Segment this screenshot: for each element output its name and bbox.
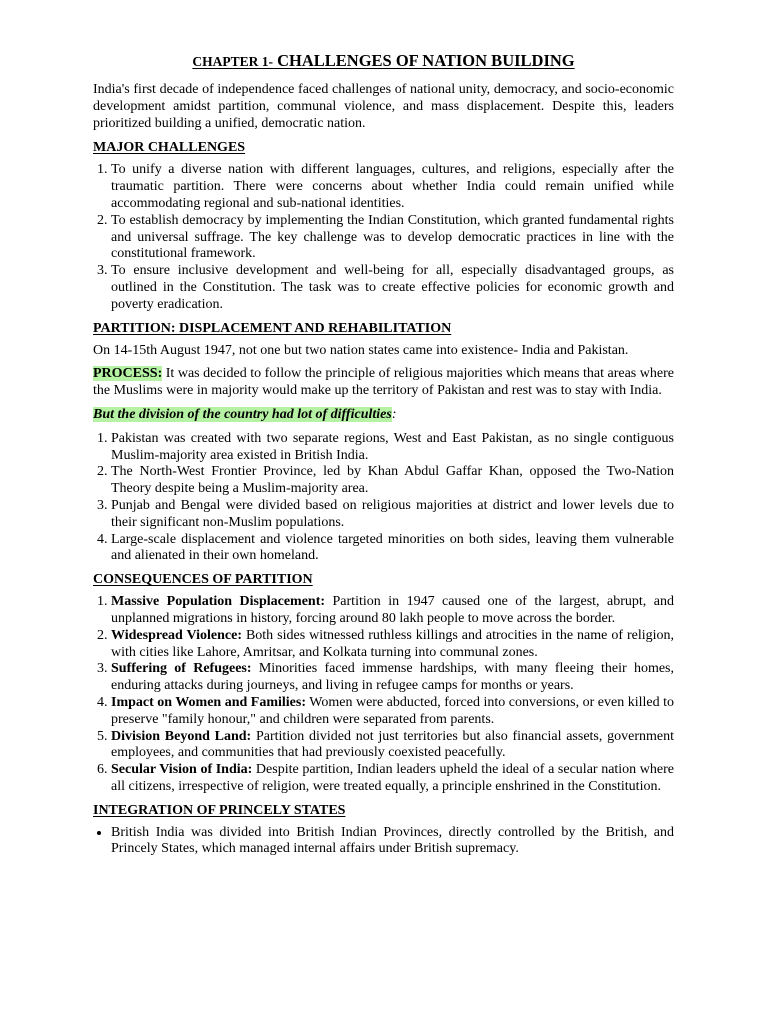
item-text: Despite partition, Indian leaders upheld the ideal of a secular nation where all citizens, irrespective of religion, were treated equally, a principle enshrined in the Constitution. xyxy=(111,762,675,794)
list-item xyxy=(111,628,674,662)
process-label: PROCESS: xyxy=(93,366,163,382)
item-label: Widespread Violence: xyxy=(111,627,242,643)
item-text: Both sides witnessed ruthless killings and atrocities in the name of religion, with cities like Lahore, Amritsar, and Kolkata turning into communal zones. xyxy=(111,627,674,660)
list-item: 3. To ensure inclusive development and well-being for all, especially disadvantaged groups, as outlined in the Constitution. The task was to create effective policies for economic growth and poverty eradication. xyxy=(111,263,674,313)
list-item: 3. Punjab and Bengal were divided based on religious majorities at district and lower levels due to their significant non-Muslim populations. xyxy=(111,498,674,532)
chapter-name: CHALLENGES OF NATION BUILDING xyxy=(272,51,575,70)
item-label: Division Beyond Land: xyxy=(111,728,252,744)
list-item xyxy=(111,594,674,628)
list-item: 1. Pakistan was created with two separate regions, West and East Pakistan, as no single contiguous Muslim-majority area existed in British India. xyxy=(111,431,674,465)
process-text: It was decided to follow the principle of religious majorities which means that areas where the Muslims were in majority would make up the territory of Pakistan and rest was to stay with India. xyxy=(93,366,674,399)
item-text: Partition in 1947 caused one of the largest, abrupt, and unplanned migrations in history, forcing around 80 lakh people to move across the border. xyxy=(111,594,674,626)
difficulties-list xyxy=(93,431,674,565)
partition-heading: PARTITION: DISPLACEMENT AND REHABILITATION xyxy=(93,320,452,336)
partition-intro: On 14-15th August 1947, not one but two nation states came into existence- India and Pakistan. xyxy=(93,342,629,358)
item-text: Minorities faced immense hardships, with many fleeing their homes, enduring attacks during journeys, and living in refugee camps for months or years. xyxy=(111,661,674,694)
item-text: Women were abducted, forced into conversions, or even killed to preserve "family honour," and children were separated from parents. xyxy=(111,694,674,727)
consequences-heading: CONSEQUENCES OF PARTITION xyxy=(93,572,313,588)
item-label: Secular Vision of India: xyxy=(111,762,253,778)
list-item: 2. To establish democracy by implementing the Indian Constitution, which granted fundamental rights and universal suffrage. The key challenge was to develop democratic practices in line with the constitutional framework. xyxy=(111,213,674,263)
item-text: Partition divided not just territories but also financial assets, government employees, and communities that had previously coexisted peacefully. xyxy=(111,728,674,761)
list-item xyxy=(111,729,674,763)
list-item xyxy=(111,661,674,695)
item-label: Massive Population Displacement: xyxy=(111,594,326,610)
major-challenges-heading: MAJOR CHALLENGES xyxy=(93,140,246,156)
chapter-title xyxy=(93,50,674,73)
list-item xyxy=(111,695,674,729)
list-item: • British India was divided into British Indian Provinces, directly controlled by the British, and Princely States, which managed internal affairs under British supremacy. xyxy=(111,825,674,859)
difficulties-colon: : xyxy=(391,406,397,422)
list-item: 4. Large-scale displacement and violence targeted minorities on both sides, leaving them vulnerable and alienated in their own homeland. xyxy=(111,532,674,566)
process-paragraph xyxy=(93,366,674,400)
difficulties-intro xyxy=(93,407,674,424)
consequences-list xyxy=(93,594,674,796)
intro-paragraph: India's first decade of independence faced challenges of national unity, democracy, and socio-economic development amidst partition, communal violence, and mass displacement. Despite this, leaders prioritized building a unified, democratic nation. xyxy=(93,82,674,131)
chapter-number: CHAPTER 1- xyxy=(192,54,273,69)
list-item: 2. The North-West Frontier Province, led by Khan Abdul Gaffar Khan, opposed the Two-Nation Theory despite being a Muslim-majority area. xyxy=(111,464,674,498)
difficulties-label: But the division of the country had lot of difficulties xyxy=(93,406,392,422)
major-challenges-list xyxy=(93,162,674,313)
item-label: Impact on Women and Families: xyxy=(111,694,306,710)
list-item xyxy=(111,762,674,796)
item-label: Suffering of Refugees: xyxy=(111,661,252,677)
princely-states-heading: INTEGRATION OF PRINCELY STATES xyxy=(93,802,346,818)
list-item: 1. To unify a diverse nation with different languages, cultures, and religions, especially after the traumatic partition. There were concerns about whether India could remain unified while accommodating regional and sub-national identities. xyxy=(111,162,674,212)
princely-states-list xyxy=(93,825,674,859)
